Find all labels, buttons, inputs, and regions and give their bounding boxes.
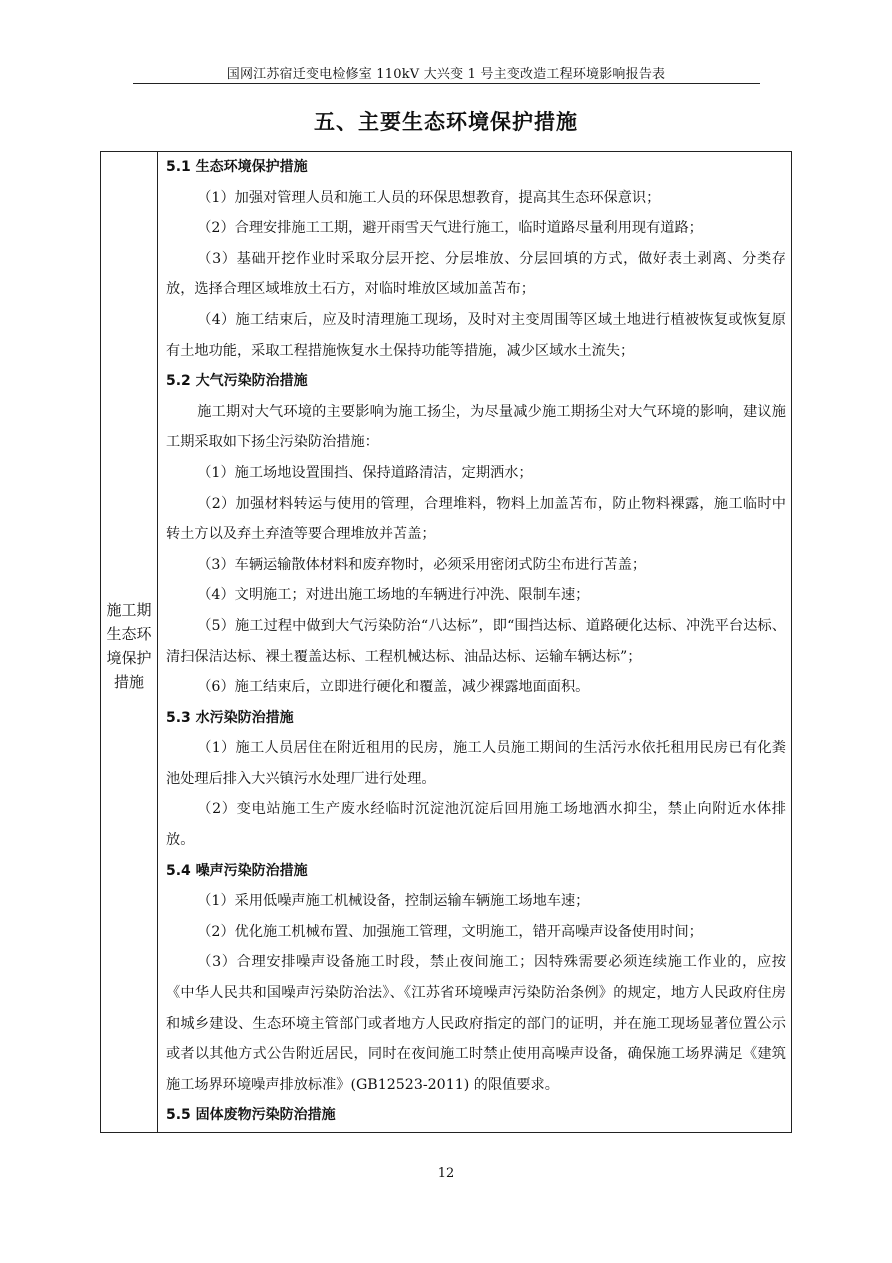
subsection-heading: 5.3 水污染防治措施 (166, 709, 294, 726)
measure-paragraph: （4）施工结束后，应及时清理施工现场，及时对主变周围等区域土地进行植被恢复或恢复原有土地功能，采取工程措施恢复水土保持功能等措施，减少区域水土流失； (166, 311, 786, 359)
row-label-line: 生态环 (106, 625, 152, 643)
measure-paragraph: 施工期对大气环境的主要影响为施工扬尘，为尽量减少施工期扬尘对大气环境的影响，建议施工期采取如下扬尘污染防治措施： (166, 403, 786, 451)
measure-paragraph: （2）变电站施工生产废水经临时沉淀池沉淀后回用施工场地洒水抑尘，禁止向附近水体排放。 (166, 801, 786, 849)
subsection-heading: 5.2 大气污染防治措施 (166, 373, 308, 390)
subsection-heading: 5.4 噪声污染防治措施 (166, 862, 308, 879)
measure-paragraph: （3）合理安排噪声设备施工时段，禁止夜间施工；因特殊需要必须连续施工作业的，应按《中华人民共和国噪声污染防治法》、《江苏省环境噪声污染防治条例》的规定，地方人民政府住房和城乡建设、生态环境主管部门或者地方人民政府指定的部门的证明，并在施工现场显著位置公示或者以其他方式公告附近居民，同时在夜间施工时禁止使用高噪声设备，确保施工场界满足《建筑施工场界环境噪声排放标准》(GB12523-2011) 的限值要求。 (166, 954, 786, 1093)
measure-paragraph: （3）车辆运输散体材料和废弃物时，必须采用密闭式防尘布进行苫盖； (197, 556, 647, 573)
measure-paragraph: （3）基础开挖作业时采取分层开挖、分层堆放、分层回填的方式，做好表土剥离、分类存放，选择合理区域堆放土石方，对临时堆放区域加盖苫布； (166, 250, 786, 298)
row-label-line: 施工期 (106, 601, 152, 619)
header-rule (133, 83, 760, 84)
measure-paragraph: （6）施工结束后，立即进行硬化和覆盖，减少裸露地面面积。 (197, 679, 590, 696)
measure-paragraph: （2）合理安排施工工期，避开雨雪天气进行施工，临时道路尽量利用现有道路； (197, 220, 703, 237)
measure-paragraph: （1）施工人员居住在附近租用的民房，施工人员施工期间的生活污水依托租用民房已有化粪池处理后排入大兴镇污水处理厂进行处理。 (166, 740, 786, 787)
column-divider (157, 152, 158, 1132)
measures-table (100, 151, 792, 1133)
section-title: 五、主要生态环境保护措施 (314, 110, 578, 134)
row-label-line: 措施 (113, 673, 144, 691)
page-number: 12 (437, 1166, 455, 1181)
measures-content (166, 152, 786, 1131)
measure-paragraph: （1）施工场地设置围挡、保持道路清洁，定期洒水； (197, 464, 533, 481)
subsection-heading: 5.1 生态环境保护措施 (166, 159, 308, 175)
running-header: 国网江苏宿迁变电检修室 110kV 大兴变 1 号主变改造工程环境影响报告表 (226, 67, 666, 82)
row-label-line: 境保护 (106, 649, 152, 667)
subsection-heading: 5.5 固体废物污染防治措施 (166, 1107, 336, 1124)
measure-paragraph: （2）优化施工机械布置、加强施工管理，文明施工，错开高噪声设备使用时间； (197, 923, 703, 940)
measure-paragraph: （1）加强对管理人员和施工人员的环保思想教育，提高其生态环保意识； (197, 189, 661, 206)
measure-paragraph: （4）文明施工；对进出施工场地的车辆进行冲洗、限制车速； (197, 587, 590, 604)
measure-paragraph: （2）加强材料转运与使用的管理，合理堆料，物料上加盖苫布，防止物料裸露，施工临时中转土方以及弃土弃渣等要合理堆放并苫盖； (166, 495, 786, 543)
measure-paragraph: （1）采用低噪声施工机械设备，控制运输车辆施工场地车速； (197, 893, 590, 910)
measure-paragraph: （5）施工过程中做到大气污染防治“八达标”，即“围挡达标、道路硬化达标、冲洗平台达标、清扫保洁达标、裸土覆盖达标、工程机械达标、油品达标、运输车辆达标”； (166, 617, 786, 665)
row-label (101, 598, 157, 694)
